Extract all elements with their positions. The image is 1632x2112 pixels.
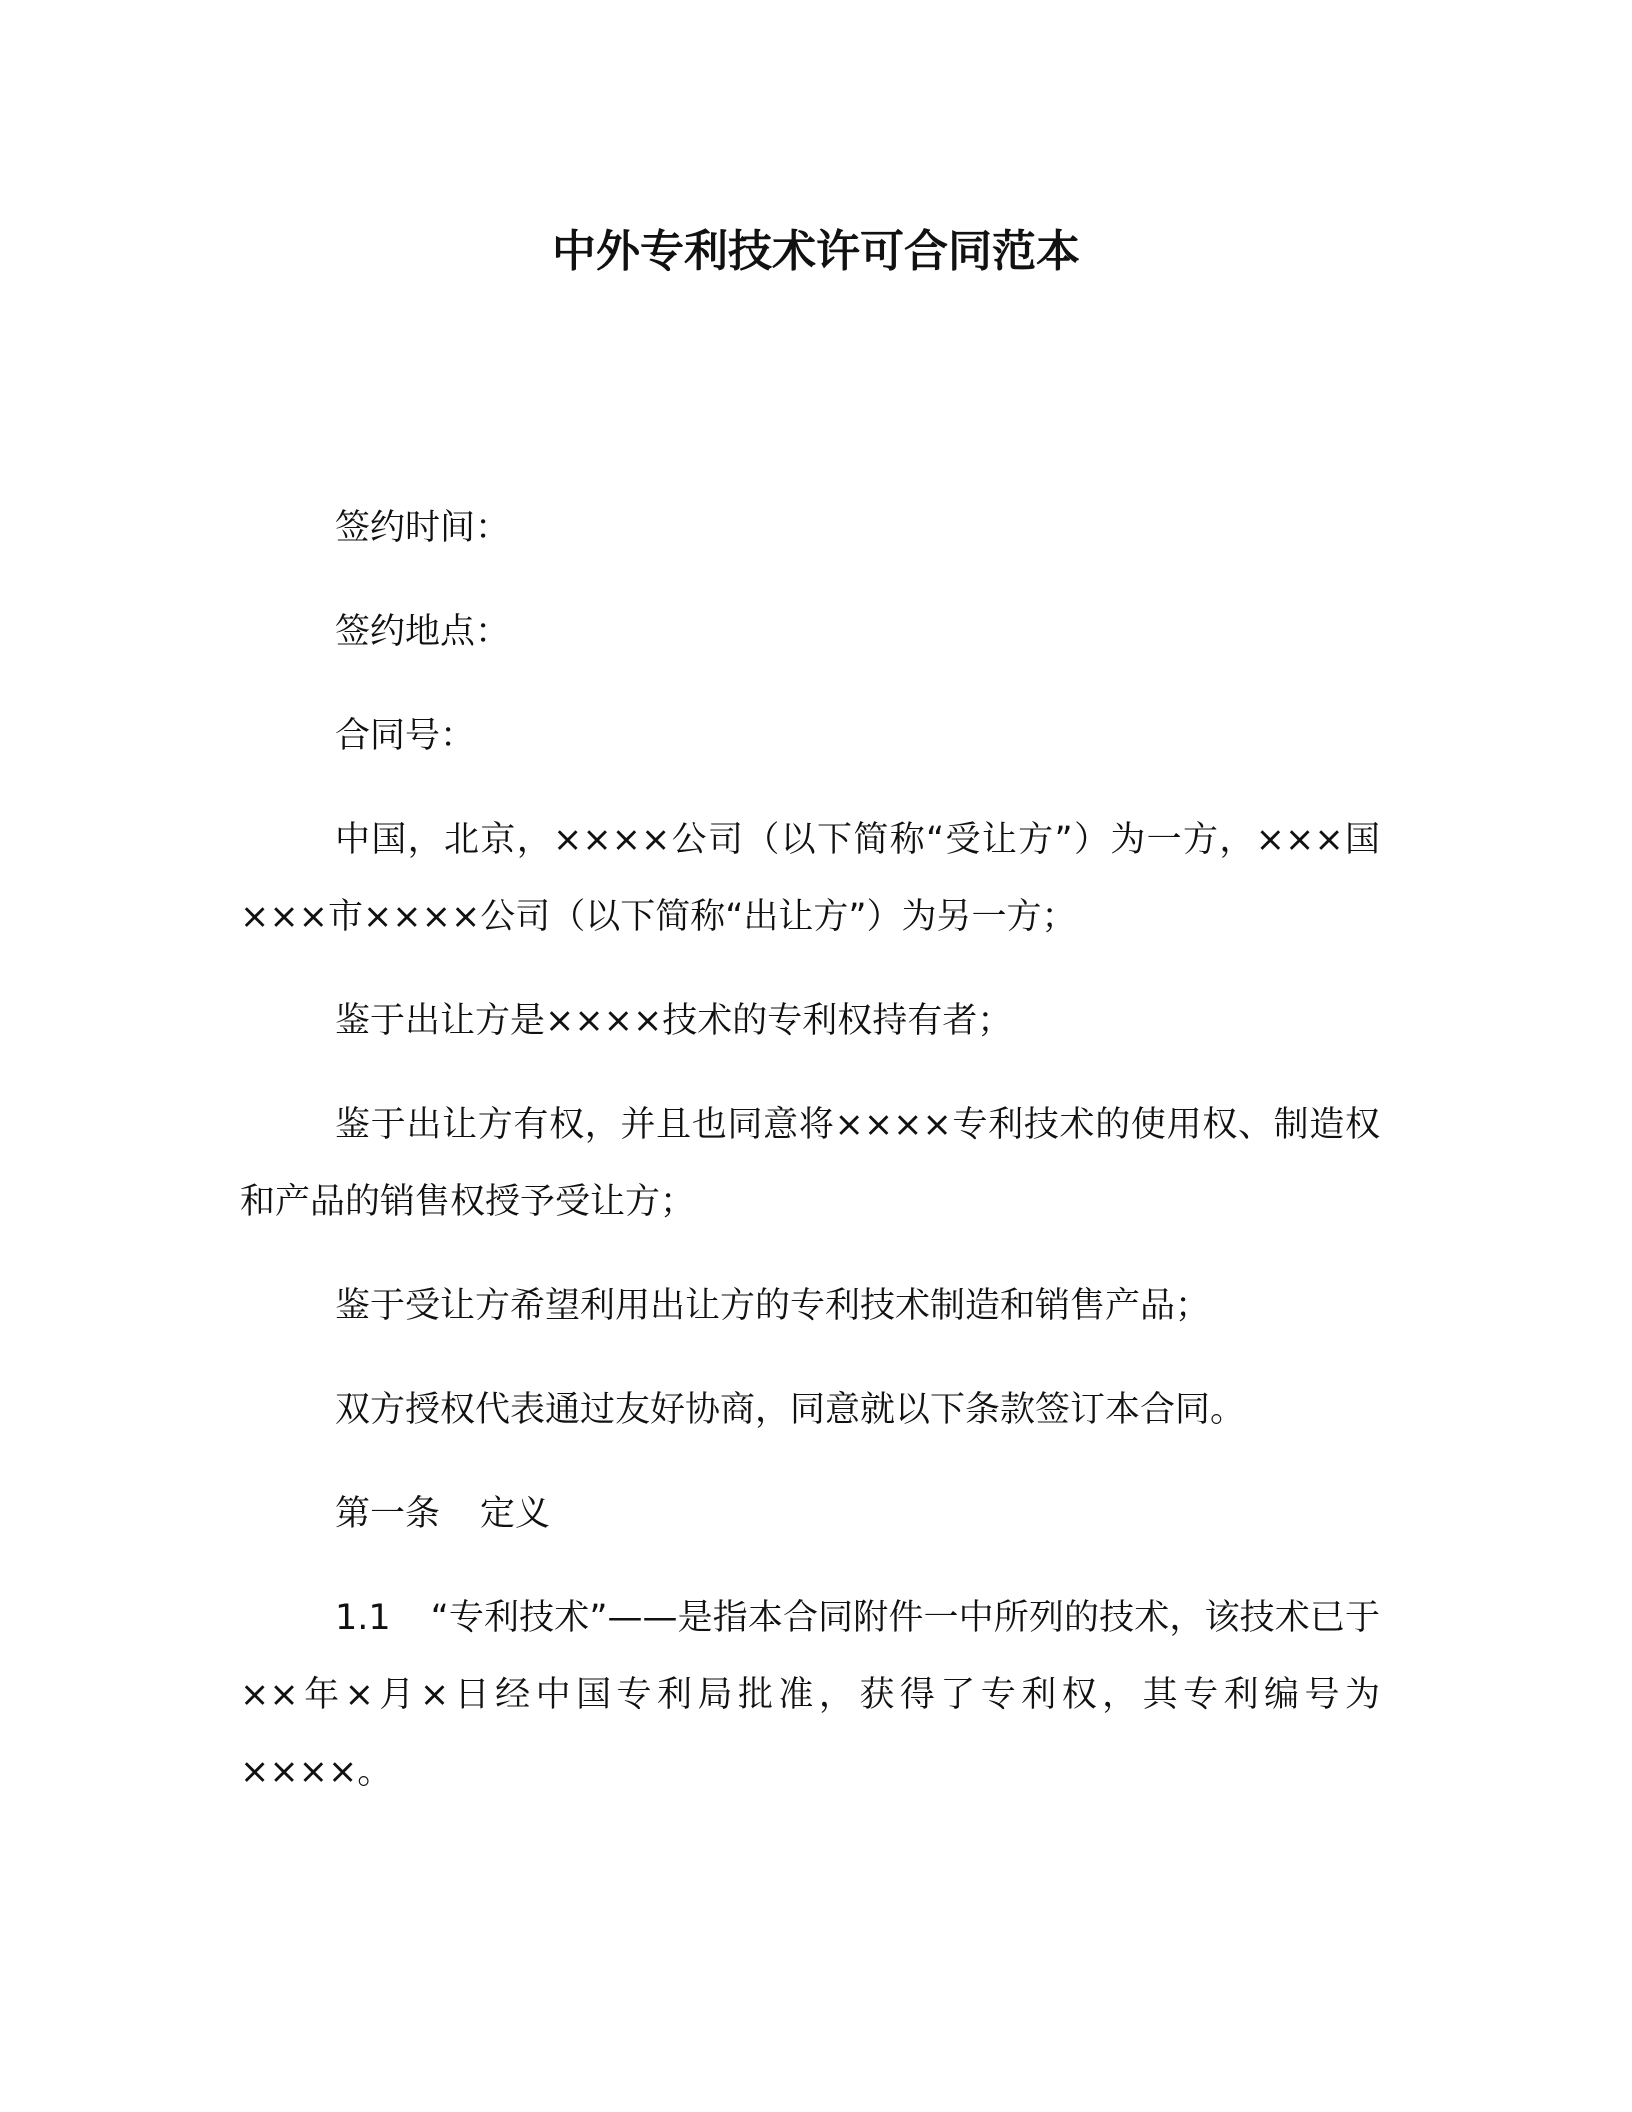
field-signing-time: 签约时间： [335, 508, 511, 548]
clause-1-1-text: “专利技术”——是指本合同附件一中所列的技术，该技术已于××年×月×日经中国专利局批准，获得了专利权，其专利编号为××××。 [240, 1598, 1380, 1792]
paragraph-parties: 中国，北京，××××公司（以下简称“受让方”）为一方，×××国×××市××××公司（以下简称“出让方”）为另一方； [240, 820, 1380, 937]
document-title: 中外专利技术许可合同范本 [552, 226, 1080, 277]
paragraph-whereas-holder: 鉴于出让方是××××技术的专利权持有者； [335, 1001, 1013, 1041]
document-body [240, 490, 1380, 1838]
article-1-number: 第一条 [335, 1494, 441, 1534]
field-contract-number: 合同号： [335, 716, 476, 756]
article-1-title: 定义 [480, 1494, 551, 1534]
article-1-heading [240, 1476, 1380, 1553]
clause-1-1-number: 1.1 [335, 1598, 391, 1638]
field-signing-place: 签约地点： [335, 612, 511, 652]
clause-1-1 [240, 1580, 1380, 1811]
paragraph-whereas-use: 鉴于受让方希望利用出让方的专利技术制造和销售产品； [335, 1286, 1211, 1326]
paragraph-whereas-grant: 鉴于出让方有权，并且也同意将××××专利技术的使用权、制造权和产品的销售权授予受让方； [240, 1105, 1380, 1222]
paragraph-agreement: 双方授权代表通过友好协商，同意就以下条款签订本合同。 [335, 1390, 1246, 1430]
